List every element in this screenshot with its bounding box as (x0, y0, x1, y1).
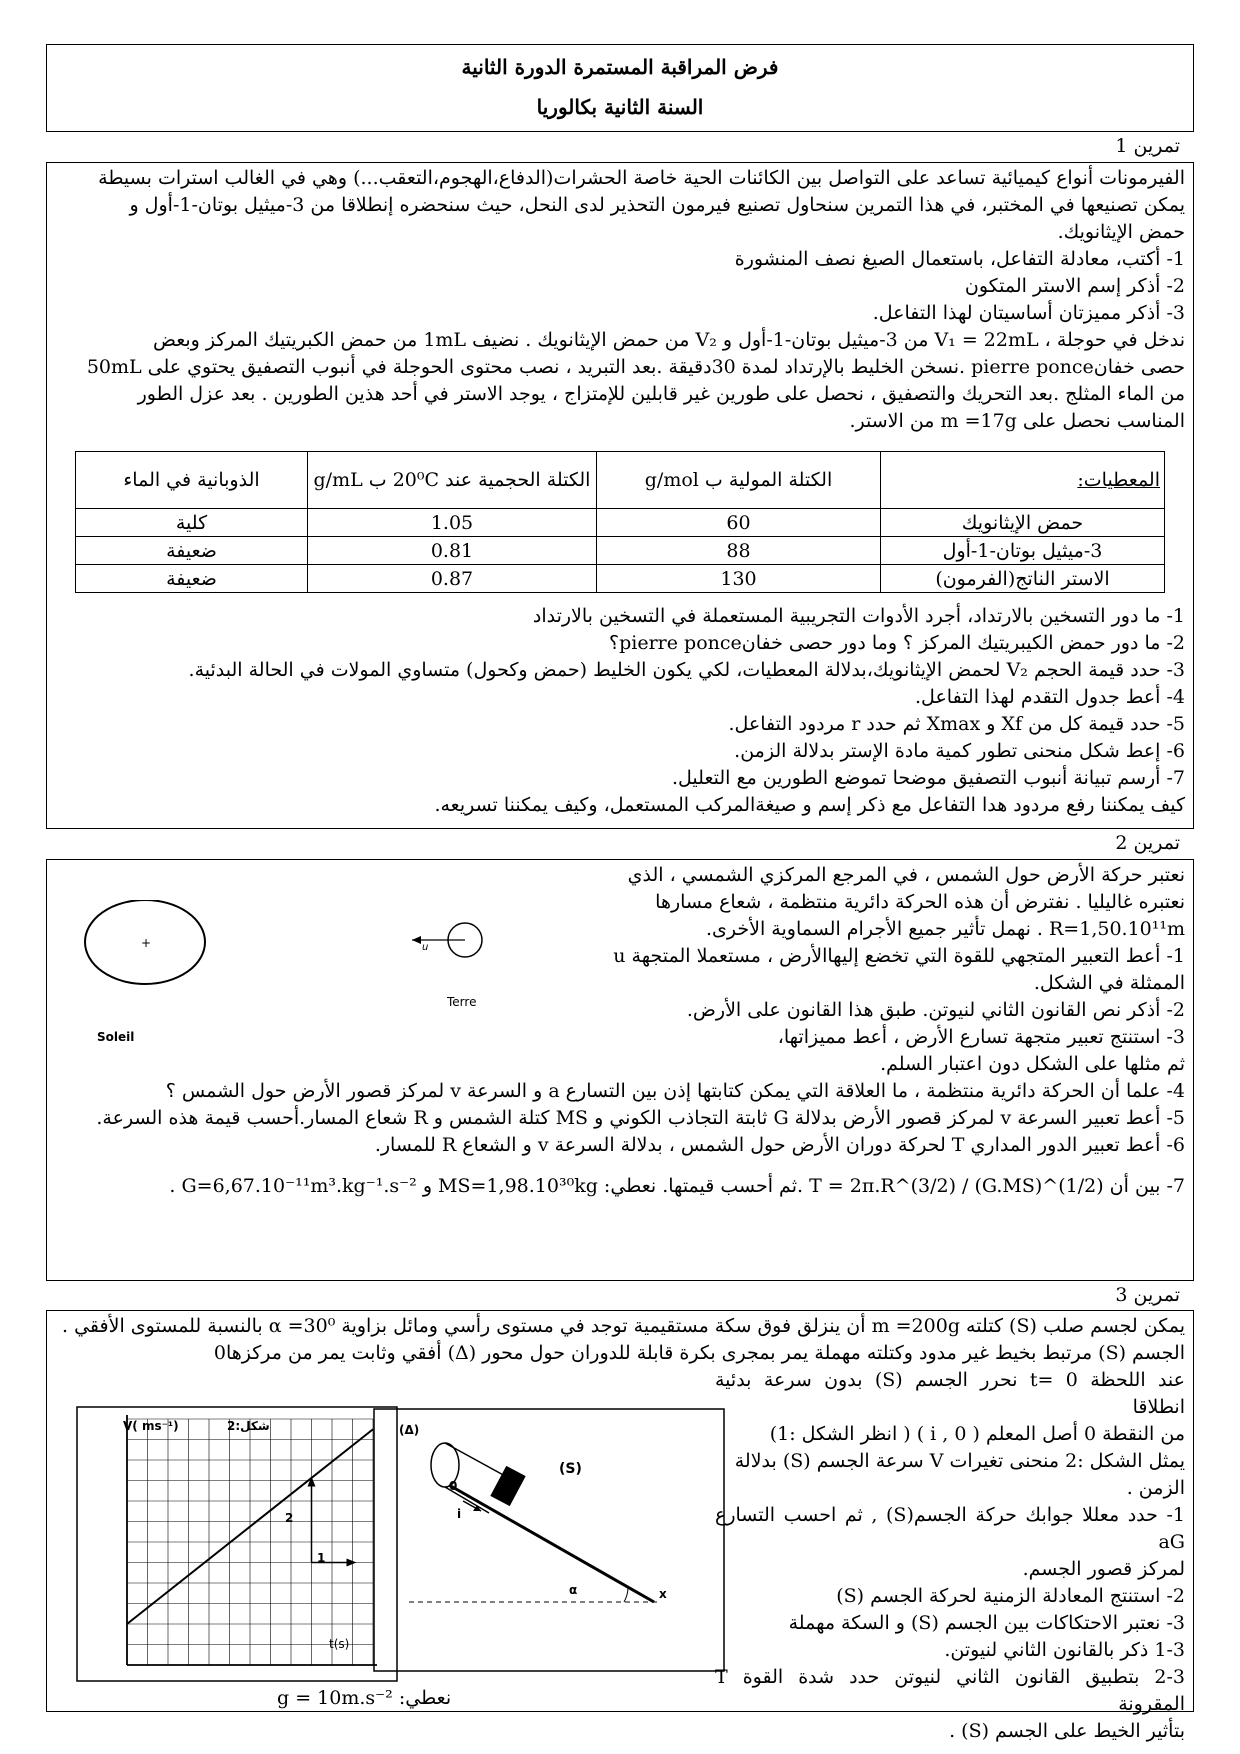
table-cell: 130 (597, 565, 881, 593)
ex1-question: 3- حدد قيمة الحجم V₂ لحمض الإيثانويك،بدلالة المعطيات، لكي يكون الخليط (حمض وكحول) متساوي المولات في الحالة البدئية. (188, 659, 1185, 681)
scale-x-arrowhead (347, 1559, 357, 1567)
figure1-frame (374, 1409, 724, 1671)
graph-x-unit: 1 (317, 1551, 326, 1565)
table-cell: 60 (597, 509, 881, 537)
exercise-2-label: تمرين 2 (1115, 832, 1180, 854)
ex3-line: يمثل الشكل :2 منحنى تغيرات V سرعة الجسم (S) بدلالة (734, 1450, 1185, 1472)
ex2-line: 1- أعط التعبير المتجهي للقوة التي تخضع إليهاالأرض ، مستعملا المتجهة u (613, 945, 1185, 967)
exam-subtitle: السنة الثانية بكالوريا (536, 95, 704, 119)
ex1-protocol-line: حصى خفانpierre ponce .نسخن الخليط بالإرتداد لمدة 30دقيقة .بعد التبريد ، نصب محتوى الحوجلة في أنبوب التصفيق يحتوي على 50mL (86, 356, 1185, 378)
ex1-question: 5- حدد قيمة كل من Xf و Xmax ثم حدد r مردود التفاعل. (728, 713, 1185, 735)
ex1-question: 1- أكتب، معادلة التفاعل، باستعمال الصيغ نصف المنشورة (734, 248, 1185, 270)
ex2-line: الممثلة في الشكل. (1033, 972, 1185, 994)
given-gravity: نعطي: g = 10m.s⁻² (277, 1687, 452, 1709)
table-header-cell: الكتلة المولية ب g/mol (597, 452, 881, 509)
header-box (46, 44, 1194, 132)
ex1-intro-line: حمض الإيثانويك. (1057, 221, 1185, 243)
table-header-cell: الذوبانية في الماء (76, 452, 308, 509)
table-cell: 3-ميثيل بوتان-1-أول (881, 537, 1165, 565)
ex2-line: 6- أعط تعبير الدور المداري T لحركة دوران الأرض حول الشمس ، بدلالة السرعة v و الشعاع R للمسار. (374, 1134, 1185, 1156)
ex1-question: 4- أعط جدول التقدم لهذا التفاعل. (915, 686, 1185, 708)
exercise-3-box (46, 1310, 1194, 1742)
ex1-question: 3- أذكر مميزتان أساسيتان لهذا التفاعل. (872, 302, 1185, 324)
table-header-cell: الكتلة الحجمية عند 20⁰C ب g/mL (308, 452, 597, 509)
ex2-line: ثم مثلها على الشكل دون اعتبار السلم. (880, 1053, 1185, 1075)
angle-label: α (569, 1583, 578, 1597)
ex2-line: نعتبر حركة الأرض حول الشمس ، في المرجع المركزي الشمسي ، الذي (627, 864, 1185, 886)
table-cell: ضعيفة (76, 537, 308, 565)
data-table (75, 451, 1165, 593)
table-row (76, 565, 1165, 593)
velocity-graph (75, 1405, 399, 1683)
graph-x-label: t(s) (329, 1637, 350, 1651)
ex3-line: من النقطة 0 أصل المعلم ( 0 , i ) ( انظر الشكل :1) (769, 1423, 1185, 1445)
ex3-line: 2-3 بتطبيق القانون الثاني لنيوتن حدد شدة القوة T المقرونة (715, 1666, 1185, 1715)
ex3-line: 1-3 ذكر بالقانون الثاني لنيوتن. (944, 1639, 1185, 1661)
sun-center-mark: + (141, 936, 152, 950)
sun-label: Soleil (97, 1030, 135, 1044)
ex1-intro-line: يمكن تصنيعها في المختبر، في هذا التمرين سنحاول تصنيع فيرمون التحذير لدى النحل، حيث سنحضره إنطلاقا من 3-ميثيل بوتان-1-أول و (129, 194, 1185, 216)
incline-track (449, 1485, 654, 1602)
table-cell: ضعيفة (76, 565, 308, 593)
table-cell: كلية (76, 509, 308, 537)
ex1-protocol-line: المناسب نحصل على m =17g من الاستر. (849, 410, 1185, 432)
exercise-3-label: تمرين 3 (1115, 1284, 1180, 1306)
ex2-line: نعتبره غاليليا . نفترض أن هذه الحركة دائرية منتظمة ، شعاع مسارها (655, 891, 1185, 913)
exercise-1-label: تمرين 1 (1115, 135, 1180, 157)
exercise-1-box (46, 162, 1194, 829)
table-cell: حمض الإيثانويك (881, 509, 1165, 537)
ex3-line: 1- حدد معللا جوابك حركة الجسم(S) , ثم احسب التسارع aG (715, 1504, 1185, 1553)
ex1-intro-line: الفيرمونات أنواع كيميائية تساعد على التواصل بين الكائنات الحية خاصة الحشرات(الدفاع،الهجوم،التعقب...) وهي في الغالب استرات بسيطة (98, 167, 1185, 189)
angle-arc (624, 1588, 628, 1602)
unit-vector-label: u (422, 942, 429, 953)
ex1-protocol-line: من الماء المثلج .بعد التحريك والتصفيق ، نحصل على طورين غير قابلين للإمتزاج ، يوجد الاستر في أحد هذين الطورين . بعد عزل الطور (137, 383, 1185, 405)
scale-y-arrowhead (308, 1477, 316, 1487)
exercise-2-box (46, 859, 1194, 1281)
table-cell: 1.05 (308, 509, 597, 537)
table-cell: الاستر الناتج(الفرمون) (881, 565, 1165, 593)
table-row (76, 509, 1165, 537)
unit-vector-head (412, 936, 421, 944)
ex3-line: الجسم (S) مرتبط بخيط غير مدود وكتلته مهملة يمر بمجرى بكرة قابلة للدوران حول محور (Δ) أفقي وثابت يمر من مركزها0 (213, 1342, 1185, 1364)
ex1-question: كيف يمكننا رفع مردود هدا التفاعل مع ذكر إسم و صيغةالمركب المستعمل، وكيف يمكننا تسريعه. (434, 794, 1185, 816)
sun-earth-figure (67, 900, 547, 1010)
ex3-line: بتأثير الخيط على الجسم (S) . (949, 1720, 1185, 1742)
ex1-question: 2- أذكر إسم الاستر المتكون (964, 275, 1185, 297)
ex2-line: 5- أعط تعبير السرعة v لمركز قصور الأرض بدلالة G ثابتة التجاذب الكوني و MS كتلة الشمس و R شعاع المسار.أحسب قيمة هذه السرعة. (96, 1107, 1185, 1129)
table-cell: 88 (597, 537, 881, 565)
solid-body (490, 1466, 525, 1506)
ex3-line: 3- نعتبر الاحتكاكات بين الجسم (S) و السكة مهملة (788, 1612, 1185, 1634)
graph-y-unit: 2 (285, 1511, 294, 1525)
table-row (76, 537, 1165, 565)
ex1-question: 2- ما دور حمض الكيبريتيك المركز ؟ وما دور حصى خفانpierre ponce؟ (609, 632, 1185, 654)
x-axis-label: x (659, 1587, 667, 1601)
ex3-line: الزمن . (1126, 1477, 1185, 1499)
ex2-line: 4- علما أن الحركة دائرية منتظمة ، ما العلاقة التي يمكن كتابتها إذن بين التسارع a و السرعة v لمركز قصور الأرض حول الشمس ؟ (165, 1080, 1185, 1102)
body-label: (S) (559, 1461, 582, 1477)
origin-label: 0 (449, 1479, 458, 1493)
ex1-question: 6- إعط شكل منحنى تطور كمية مادة الإستر بدلالة الزمن. (734, 740, 1185, 762)
ex1-question: 1- ما دور التسخين بالارتداد، أجرد الأدوات التجريبية المستعملة في التسخين بالارتداد (532, 605, 1185, 627)
graph-y-label: V( ms⁻¹) (123, 1419, 179, 1433)
ex3-line: يمكن لجسم صلب (S) كتلته m =200g أن ينزلق فوق سكة مستقيمية توجد في مستوى رأسي ومائل بزاوية α =30⁰ بالنسبة للمستوى الأفقي . (62, 1315, 1185, 1337)
pulley-top-line (445, 1443, 507, 1477)
ex2-line: R=1,50.10¹¹m . نهمل تأثير جميع الأجرام السماوية الأخرى. (706, 918, 1185, 940)
ex1-protocol-line: ندخل في حوجلة ، V₁ = 22mL من 3-ميثيل بوتان-1-أول و V₂ من حمض الإيثانويك . نضيف 1mL من حمض الكبريتيك المركز وبعض (152, 329, 1185, 351)
ex3-line: لمركز قصور الجسم. (1022, 1558, 1185, 1580)
earth-label: Terre (447, 995, 477, 1009)
ex3-line: 2- استنتج المعادلة الزمنية لحركة الجسم (S) (836, 1585, 1185, 1607)
table-header-row (76, 452, 1165, 509)
graph-title: شكل:2 (227, 1419, 270, 1433)
ex2-line: 2- أذكر نص القانون الثاني لنيوتن. طبق هذا القانون على الأرض. (686, 999, 1185, 1021)
exam-title: فرض المراقبة المستمرة الدورة الثانية (461, 55, 779, 79)
vector-i-label: i (457, 1507, 462, 1521)
axis-delta-label: (Δ) (399, 1423, 420, 1437)
table-cell: 0.81 (308, 537, 597, 565)
table-header-cell: المعطيات: (881, 452, 1165, 509)
ex1-question: 7- أرسم تبيانة أنبوب التصفيق موضحا تموضع الطورين مع التعليل. (672, 767, 1185, 789)
inclined-plane-figure (369, 1407, 729, 1673)
table-cell: 0.87 (308, 565, 597, 593)
ex2-line: 3- استنتج تعبير متجهة تسارع الأرض ، أعط مميزاتها، (777, 1026, 1185, 1048)
ex3-line: عند اللحظة t= 0 نحرر الجسم (S) بدون سرعة بدئية انطلاقا (715, 1369, 1185, 1418)
ex2-question-7: 7- بين أن T = 2π.R^(3/2) / (G.MS)^(1/2) .ثم أحسب قيمتها. نعطي: MS=1,98.10³⁰kg و G=6,67.10⁻¹¹m³.kg⁻¹.s⁻² . (169, 1175, 1185, 1197)
